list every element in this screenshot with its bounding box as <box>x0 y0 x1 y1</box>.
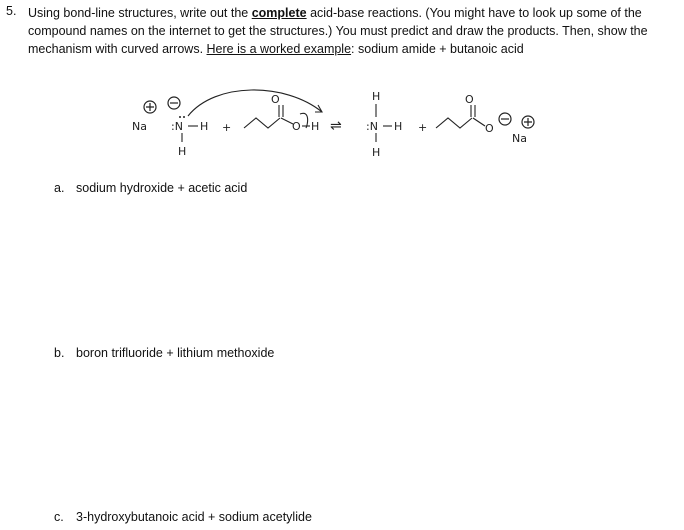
c-o-bond-product <box>473 118 485 126</box>
subquestion-label: c. <box>54 510 64 524</box>
subquestion-text: 3-hydroxybutanoic acid + sodium acetylide <box>76 510 312 524</box>
lone-pair-dot <box>183 116 185 118</box>
sodium-cation-right <box>512 116 534 145</box>
amide-n-label: :N <box>171 120 183 133</box>
curved-arrow <box>188 90 322 116</box>
hydroxyl-o-label: O <box>292 120 301 133</box>
subquestion-a <box>54 181 247 195</box>
question-number: 5. <box>6 4 17 18</box>
question-text-part-2: acid-base reactions. (You might have to look up some of the compound names on the internet to get the structures.) You must predict and draw the products. Then, show the mechanism with curved arrows. <box>28 6 648 56</box>
plus-charge-sign-right <box>524 118 532 126</box>
sodium-cation-left <box>132 101 156 133</box>
amide-h-right: H <box>200 120 209 133</box>
curved-arrow-head <box>315 105 322 112</box>
question-text-part-3: : sodium amide + butanoic acid <box>351 42 524 56</box>
carboxylate-o-label: O <box>485 122 494 135</box>
na-label-right: Na <box>512 132 527 145</box>
carbon-chain-product <box>436 118 472 128</box>
carbonyl-double-bond <box>279 105 283 117</box>
worked-example-label: Here is a worked example <box>206 42 352 56</box>
acidic-h-label: H <box>311 120 320 133</box>
lone-pair-dot <box>179 116 181 118</box>
plus-sign-left: + <box>222 121 232 134</box>
ammonia-h-right: H <box>394 120 403 133</box>
worked-example-drawing <box>0 80 684 180</box>
amide-anion <box>168 97 208 158</box>
question-text <box>28 4 680 58</box>
subquestion-label: a. <box>54 181 65 195</box>
subquestion-label: b. <box>54 346 65 360</box>
na-label-left: Na <box>132 120 147 133</box>
ammonia-h-top: H <box>372 90 381 103</box>
plus-charge-sign-left <box>146 103 154 111</box>
subquestion-c <box>54 510 312 524</box>
butanoate-product <box>436 93 511 135</box>
ammonia-product <box>366 90 402 159</box>
amide-h-bottom: H <box>178 145 187 158</box>
subquestion-text: boron trifluoride + lithium methoxide <box>76 346 275 360</box>
subquestion-text: sodium hydroxide + acetic acid <box>76 181 248 195</box>
carbonyl-double-bond-product <box>471 105 475 117</box>
question-keyword-complete: complete <box>251 6 307 20</box>
ammonia-n-label: :N <box>366 120 378 133</box>
carbonyl-o-label: O <box>271 93 280 106</box>
carbon-chain <box>244 118 280 128</box>
butanoic-acid <box>244 93 319 133</box>
ammonia-h-bottom: H <box>372 146 381 159</box>
subquestion-b <box>54 346 274 360</box>
carbonyl-o-label-product: O <box>465 93 474 106</box>
plus-sign-right: + <box>418 121 428 134</box>
equilibrium-arrow: ⇌ <box>330 118 342 134</box>
question-text-part-1: Using bond-line structures, write out the <box>28 6 252 20</box>
